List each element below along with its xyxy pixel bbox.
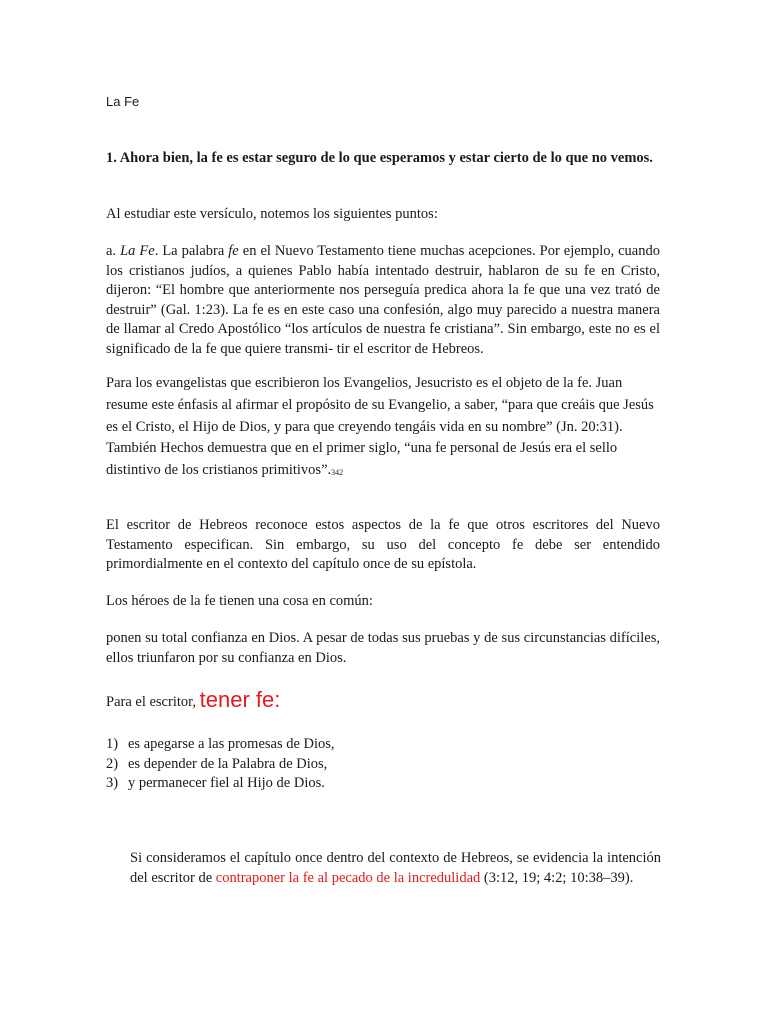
document-title: La Fe bbox=[106, 94, 140, 109]
evangelists-text: Para los evangelistas que escribieron los Evangelios, Jesucristo es el objeto de la fe. Juan resume este énfasis al afirmar el propósito de su Evangelio, a saber, “para que creáis que Jesús es el Cristo, el Hijo de Dios, y para que creyendo tengáis vida en su nombre” (Jn. 20:31). También Hechos demuestra que en el primer siglo, “una fe personal de Jesús era el sello distintivo de los cristianos primitivos”. bbox=[106, 375, 654, 479]
list-item-number: 3) bbox=[106, 775, 119, 791]
heroes-paragraph: Los héroes de la fe tienen una cosa en común: bbox=[106, 593, 373, 609]
writer-highlight: tener fe: bbox=[199, 687, 281, 712]
intro-paragraph: Al estudiar este versículo, notemos los siguientes puntos: bbox=[106, 206, 438, 222]
conclusion-text-2: (3:12, 19; 4:2; 10:38–39). bbox=[480, 869, 634, 886]
writer-paragraph bbox=[106, 687, 660, 713]
list-item-number: 2) bbox=[106, 755, 119, 772]
point-a-text-1: . La palabra bbox=[154, 243, 229, 259]
list-item-text: es depender de la Palabra de Dios, bbox=[128, 755, 328, 772]
list-item-text: y permanecer fiel al Hijo de Dios. bbox=[128, 775, 325, 791]
conclusion-paragraph bbox=[130, 849, 661, 888]
trust-paragraph: ponen su total confianza en Dios. A pesar de todas sus pruebas y de sus circunstancias difíciles, ellos triunfaron por su confianza en Dios. bbox=[106, 630, 660, 666]
writer-prefix: Para el escritor, bbox=[106, 694, 200, 710]
list-item bbox=[106, 735, 335, 755]
hebrews-paragraph: El escritor de Hebreos reconoce estos aspectos de la fe que otros escritores del Nuevo Testamento especifican. Sin embargo, su uso del concepto fe debe ser entendido primordialmente en el contexto del capítulo once de su epístola. bbox=[106, 517, 660, 572]
point-a-word: fe bbox=[228, 243, 239, 259]
list-item-text: es apegarse a las promesas de Dios, bbox=[128, 736, 335, 752]
footnote-reference: 342 bbox=[331, 468, 344, 478]
evangelists-paragraph bbox=[106, 373, 660, 484]
faith-list bbox=[106, 735, 335, 794]
point-a-paragraph bbox=[106, 242, 660, 359]
list-item bbox=[106, 774, 335, 794]
point-a-prefix: a. bbox=[106, 243, 121, 259]
point-a-text-2: en el Nuevo Testamento tiene muchas acepciones. Por ejemplo, cuando los cristianos judíos, a quienes Pablo había intentado destruir, hablaron de su fe en Cristo, dijeron: “El hombre que anteriormente nos perseguía predica ahora la fe que una vez trató de destruir” (Gal. 1:23). La fe es en este caso una confesión, algo muy parecido a nuestra manera de llamar al Credo Apostólico “los artículos de nuestra fe cristiana”. Sin embargo, este no es el significado de la fe que quiere transmi- tir el escritor de Hebreos. bbox=[106, 243, 660, 357]
verse-heading: 1. Ahora bien, la fe es estar seguro de lo que esperamos y estar cierto de lo que no vemos. bbox=[106, 150, 653, 166]
conclusion-highlight: contraponer la fe al pecado de la incredulidad bbox=[215, 869, 481, 886]
conclusion-text-1: Si consideramos el capítulo once dentro del contexto de Hebreos, se evidencia la intención del escritor de bbox=[130, 850, 661, 886]
list-item bbox=[106, 755, 335, 775]
point-a-label: La Fe bbox=[120, 243, 155, 259]
list-item-number: 1) bbox=[106, 736, 119, 752]
